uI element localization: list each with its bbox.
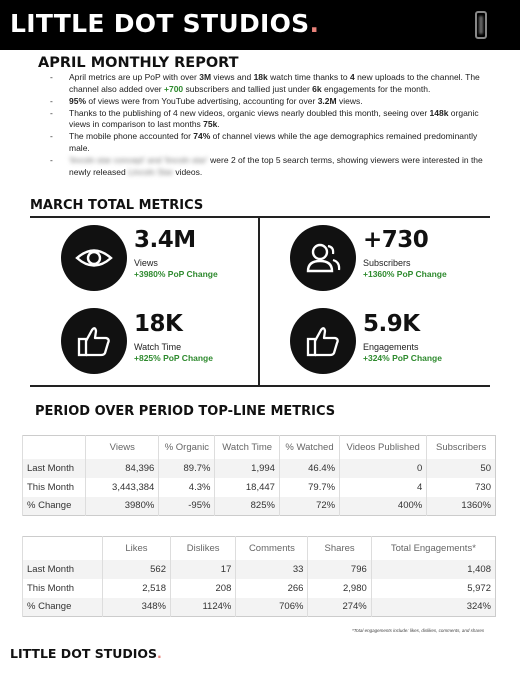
bullet-text: 18k xyxy=(253,72,268,82)
column-header: Dislikes xyxy=(170,537,235,560)
table-cell: 562 xyxy=(102,560,170,579)
bullet-text: 148k xyxy=(429,107,449,118)
table-cell: 72% xyxy=(279,497,339,516)
table-row xyxy=(23,579,496,598)
row-header: % Change xyxy=(23,497,86,516)
table-cell: 4.3% xyxy=(159,478,215,497)
metric-value: 5.9K xyxy=(363,311,420,337)
thumbs-up-icon xyxy=(61,308,127,374)
thumbs-up-icon xyxy=(290,308,356,374)
table-cell: 2,518 xyxy=(102,579,170,598)
column-header xyxy=(23,537,103,560)
section-title-march: MARCH TOTAL METRICS xyxy=(30,198,204,213)
bullet-text: views. xyxy=(336,95,363,106)
metric-change: +825% PoP Change xyxy=(134,353,213,363)
table-cell: 208 xyxy=(170,579,235,598)
table-row xyxy=(23,459,496,478)
column-header xyxy=(23,436,86,459)
metric-divider xyxy=(258,217,260,385)
eye-icon xyxy=(61,225,127,291)
bullet-text: . xyxy=(217,119,220,130)
engagement-metrics-table xyxy=(22,536,496,617)
table-cell: 266 xyxy=(236,579,308,598)
column-header: Subscribers xyxy=(427,436,496,459)
table-header-row xyxy=(23,537,496,560)
bullet-text: new uploads to the channel. The channel also added over xyxy=(69,72,480,94)
table-cell: 796 xyxy=(308,560,371,579)
table-cell: 825% xyxy=(215,497,279,516)
column-header: Total Engagements* xyxy=(371,537,495,560)
bullet-text: organic views in comparison to last months xyxy=(69,107,479,130)
row-header: Last Month xyxy=(23,459,86,478)
bullet-text: April metrics are up PoP with over xyxy=(69,72,200,82)
table-cell: 1,408 xyxy=(371,560,495,579)
bullet-text: 6k xyxy=(312,83,322,94)
section-divider-bottom xyxy=(30,385,490,387)
table-cell: -95% xyxy=(159,497,215,516)
report-bullet xyxy=(50,72,490,95)
bullet-text: engagements for the month. xyxy=(321,83,431,94)
bullet-text: +700 xyxy=(164,83,184,94)
table-cell: 400% xyxy=(340,497,427,516)
report-bullet xyxy=(50,96,490,108)
column-header: % Watched xyxy=(279,436,339,459)
users-icon xyxy=(290,225,356,291)
column-header: Views xyxy=(86,436,159,459)
bullet-text: 'lincoln star concept' xyxy=(69,155,146,166)
column-header: Likes xyxy=(102,537,170,560)
report-bullets xyxy=(50,72,490,179)
views-metrics-table xyxy=(22,435,496,516)
section-divider xyxy=(30,216,490,218)
bullet-text: and xyxy=(145,155,164,166)
table-cell: 79.7% xyxy=(279,478,339,497)
table-cell: 5,972 xyxy=(371,579,495,598)
bullet-text: Thanks to the publishing of 4 new videos, organic views nearly doubled this month, seeing over xyxy=(69,107,430,118)
metric-label: Engagements xyxy=(363,342,419,352)
metric-label: Views xyxy=(134,258,158,268)
bullet-text: were 2 of the top 5 search terms, showing viewers were interested in the newly released xyxy=(69,155,483,177)
table-cell: 706% xyxy=(236,598,308,617)
brand-logo: LITTLE DOT STUDIOS. xyxy=(10,9,320,38)
metric-change: +3980% PoP Change xyxy=(134,269,218,279)
table-cell: 18,447 xyxy=(215,478,279,497)
column-header: % Organic xyxy=(159,436,215,459)
bullet-text: 3.2M xyxy=(317,95,337,106)
bullet-text: of views were from YouTube advertising, accounting for over xyxy=(86,95,318,106)
metric-change: +324% PoP Change xyxy=(363,353,442,363)
report-title: APRIL MONTHLY REPORT xyxy=(38,55,239,71)
table-cell: 348% xyxy=(102,598,170,617)
column-header: Watch Time xyxy=(215,436,279,459)
bullet-text: Lincoln Star xyxy=(128,166,173,177)
table-cell: 17 xyxy=(170,560,235,579)
metric-change: +1360% PoP Change xyxy=(363,269,447,279)
table-cell: 0 xyxy=(340,459,427,478)
report-bullet xyxy=(50,155,490,178)
table-row xyxy=(23,598,496,617)
table-row xyxy=(23,497,496,516)
table-cell: 1124% xyxy=(170,598,235,617)
bullet-text: subscribers and tallied just under xyxy=(183,83,313,94)
column-header: Shares xyxy=(308,537,371,560)
table-cell: 324% xyxy=(371,598,495,617)
table-cell: 730 xyxy=(427,478,496,497)
bullet-text: 4 xyxy=(349,72,355,82)
bullet-text: 95% xyxy=(69,95,87,106)
report-bullet xyxy=(50,108,490,131)
table-cell: 50 xyxy=(427,459,496,478)
metric-value: 3.4M xyxy=(134,227,196,253)
bullet-text: videos. xyxy=(172,166,203,177)
bullet-text: 3M xyxy=(199,72,212,82)
bullet-text: views and xyxy=(211,72,254,82)
row-header: Last Month xyxy=(23,560,103,579)
table-header-row xyxy=(23,436,496,459)
bullet-text: The mobile phone accounted for xyxy=(69,131,194,142)
table-row xyxy=(23,478,496,497)
column-header: Comments xyxy=(236,537,308,560)
table-cell: 3,443,384 xyxy=(86,478,159,497)
table-cell: 274% xyxy=(308,598,371,617)
bullet-text: 74% xyxy=(193,131,211,142)
table-cell: 1,994 xyxy=(215,459,279,478)
table-cell: 1360% xyxy=(427,497,496,516)
bullet-text: 'lincoln star' xyxy=(163,155,208,166)
column-header: Videos Published xyxy=(340,436,427,459)
footer-logo: LITTLE DOT STUDIOS. xyxy=(10,646,162,661)
report-bullet xyxy=(50,131,490,154)
footnote: *Total engagements include: likes, dislikes, comments, and shares xyxy=(352,628,485,633)
table-cell: 33 xyxy=(236,560,308,579)
table-cell: 46.4% xyxy=(279,459,339,478)
row-header: % Change xyxy=(23,598,103,617)
metric-label: Subscribers xyxy=(363,258,411,268)
bullet-text: of channel views while the age demographics remained predominantly male. xyxy=(69,131,478,154)
table-cell: 84,396 xyxy=(86,459,159,478)
row-header: This Month xyxy=(23,478,86,497)
section-title-pop: PERIOD OVER PERIOD TOP-LINE METRICS xyxy=(35,404,336,419)
metric-value: +730 xyxy=(363,227,429,253)
metric-label: Watch Time xyxy=(134,342,182,352)
row-header: This Month xyxy=(23,579,103,598)
bullet-text: 75k xyxy=(203,119,218,130)
table-cell: 4 xyxy=(340,478,427,497)
bullet-text: watch time thanks to xyxy=(267,72,350,82)
table-cell: 2,980 xyxy=(308,579,371,598)
metric-value: 18K xyxy=(134,311,183,337)
table-cell: 3980% xyxy=(86,497,159,516)
phone-icon xyxy=(475,11,487,39)
table-cell: 89.7% xyxy=(159,459,215,478)
header-bar xyxy=(0,0,520,50)
table-row xyxy=(23,560,496,579)
